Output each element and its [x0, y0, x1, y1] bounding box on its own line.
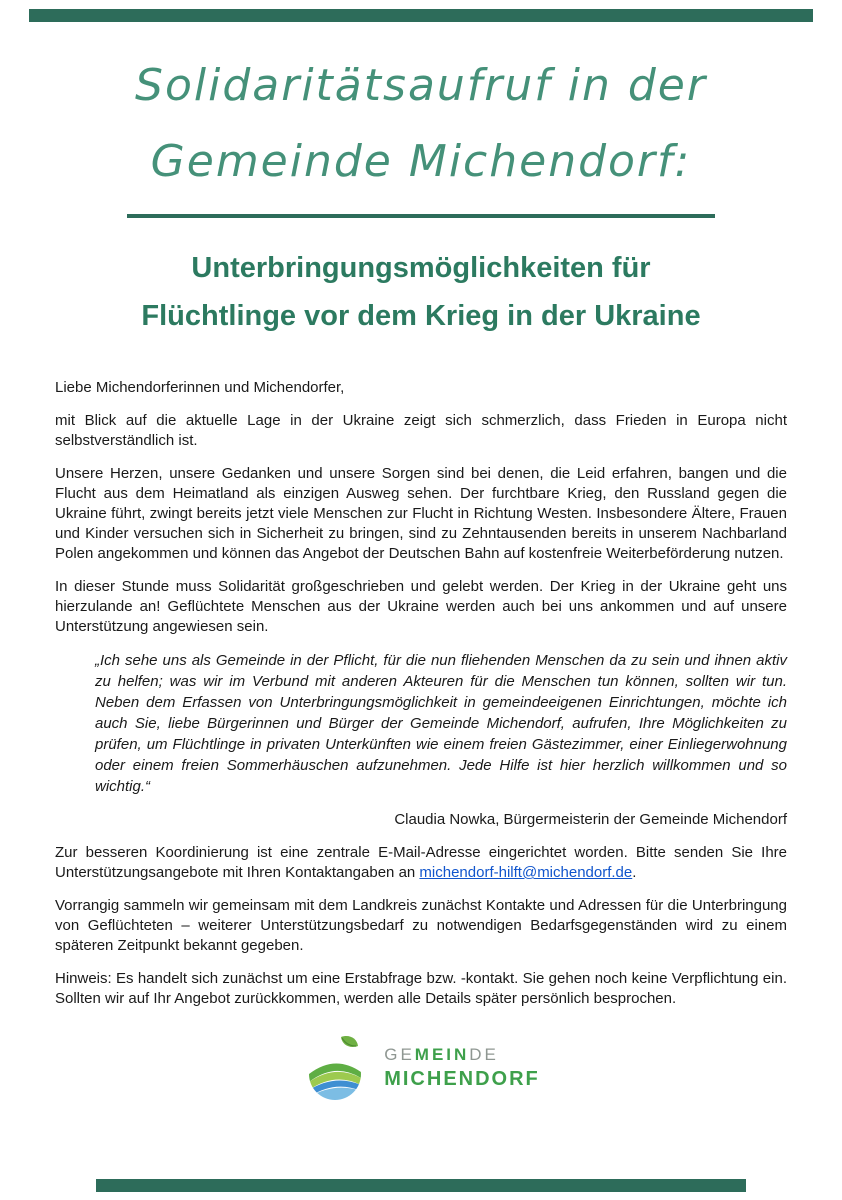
quote-attribution: Claudia Nowka, Bürgermeisterin der Gemeinde Michendorf — [394, 811, 787, 828]
paragraph-email — [55, 843, 787, 883]
page-subtitle — [0, 244, 842, 340]
paragraph-intro: mit Blick auf die aktuelle Lage in der Ukraine zeigt sich schmerzlich, dass Frieden in Europa nicht selbstverständlich ist. — [55, 412, 787, 449]
paragraph-solidarity: In dieser Stunde muss Solidarität großgeschrieben und gelebt werden. Der Krieg in der Ukraine geht uns hierzulande an! Geflüchtete Menschen aus der Ukraine werden auch bei uns ankommen und auf unsere Unterstützung angewiesen sein. — [55, 578, 787, 635]
title-divider — [127, 214, 715, 218]
email-paragraph-text-after: . — [632, 864, 637, 881]
top-divider-bar — [29, 9, 813, 22]
paragraph-note: Hinweis: Es handelt sich zunächst um eine Erstabfrage bzw. -kontakt. Sie gehen noch keine Verpflichtung ein. Sollten wir auf Ihr Angebot zurückkommen, werden alle Details später persönlich besprochen. — [55, 970, 787, 1007]
page-subtitle-line2: Flüchtlinge vor dem Krieg in der Ukraine — [141, 300, 701, 332]
salutation: Liebe Michendorferinnen und Michendorfer, — [55, 379, 345, 396]
paragraph-coordination: Vorrangig sammeln wir gemeinsam mit dem Landkreis zunächst Kontakte und Adressen für die Unterbringung von Geflüchteten – weiterer Unterstützungsbedarf zu notwendigen Bedarfsgegenständen wird zu einem späteren Zeitpunkt bekannt gegeben. — [55, 897, 787, 954]
gemeinde-michendorf-logo — [0, 1034, 842, 1102]
michendorf-logo-icon — [302, 1034, 370, 1102]
mayor-quote: „Ich sehe uns als Gemeinde in der Pflicht, für die nun fliehenden Menschen da zu sein und ihnen aktiv zu helfen; was wir im Verbund mit anderen Akteuren für die Menschen tun können, sollten wir tun. Neben dem Erfassen von Unterbringungsmöglichkeit in gemeindeeigenen Einrichtungen, möchte ich auch Sie, liebe Bürgerinnen und Bürger der Gemeinde Michendorf, aufrufen, Ihre Möglichkeiten zu prüfen, um Flüchtlinge in privaten Unterkünften wie einem freien Gästezimmer, einer Einliegerwohnung oder einem freien Sommerhäuschen aufzunehmen. Jede Hilfe ist hier herzlich willkommen und so wichtig.“ — [95, 652, 787, 795]
page-title — [0, 48, 842, 200]
page-title-line1: Solidaritätsaufruf in der — [135, 60, 707, 111]
logo-word-part-ge: GE — [384, 1045, 415, 1064]
page-subtitle-line1: Unterbringungsmöglichkeiten für — [191, 252, 651, 284]
email-paragraph-text-before: Zur besseren Koordinierung ist eine zentrale E-Mail-Adresse eingerichtet worden. Bitte senden Sie Ihre Unterstützungsangebote mit Ihren Kontaktangaben an — [55, 844, 787, 881]
logo-word-part-mein: MEIN — [414, 1045, 470, 1064]
paragraph-situation: Unsere Herzen, unsere Gedanken und unsere Sorgen sind bei denen, die Leid erfahren, bangen und die Flucht aus dem Heimatland als einzigen Ausweg sehen. Der furchtbare Krieg, den Russland gegen die Ukraine führt, zwingt bereits jetzt viele Menschen zur Flucht in Richtung Westen. Insbesondere Ältere, Frauen und Kinder versuchen sich in Sicherheit zu bringen, sind zu Zehntausenden bereits in unserem Nachbarland Polen angekommen und können das Angebot der Deutschen Bahn auf kostenfreie Weiterbeförderung nutzen. — [55, 465, 787, 562]
logo-wordmark — [384, 1044, 540, 1092]
email-link[interactable]: michendorf-hilft@michendorf.de — [419, 864, 633, 881]
letter-body — [55, 378, 787, 1009]
logo-word-michendorf: MICHENDORF — [384, 1068, 540, 1090]
page-title-line2: Gemeinde Michendorf: — [150, 136, 692, 187]
logo-word-part-de: DE — [469, 1045, 499, 1064]
bottom-divider-bar — [96, 1179, 746, 1192]
logo-word-gemeinde — [384, 1044, 540, 1066]
